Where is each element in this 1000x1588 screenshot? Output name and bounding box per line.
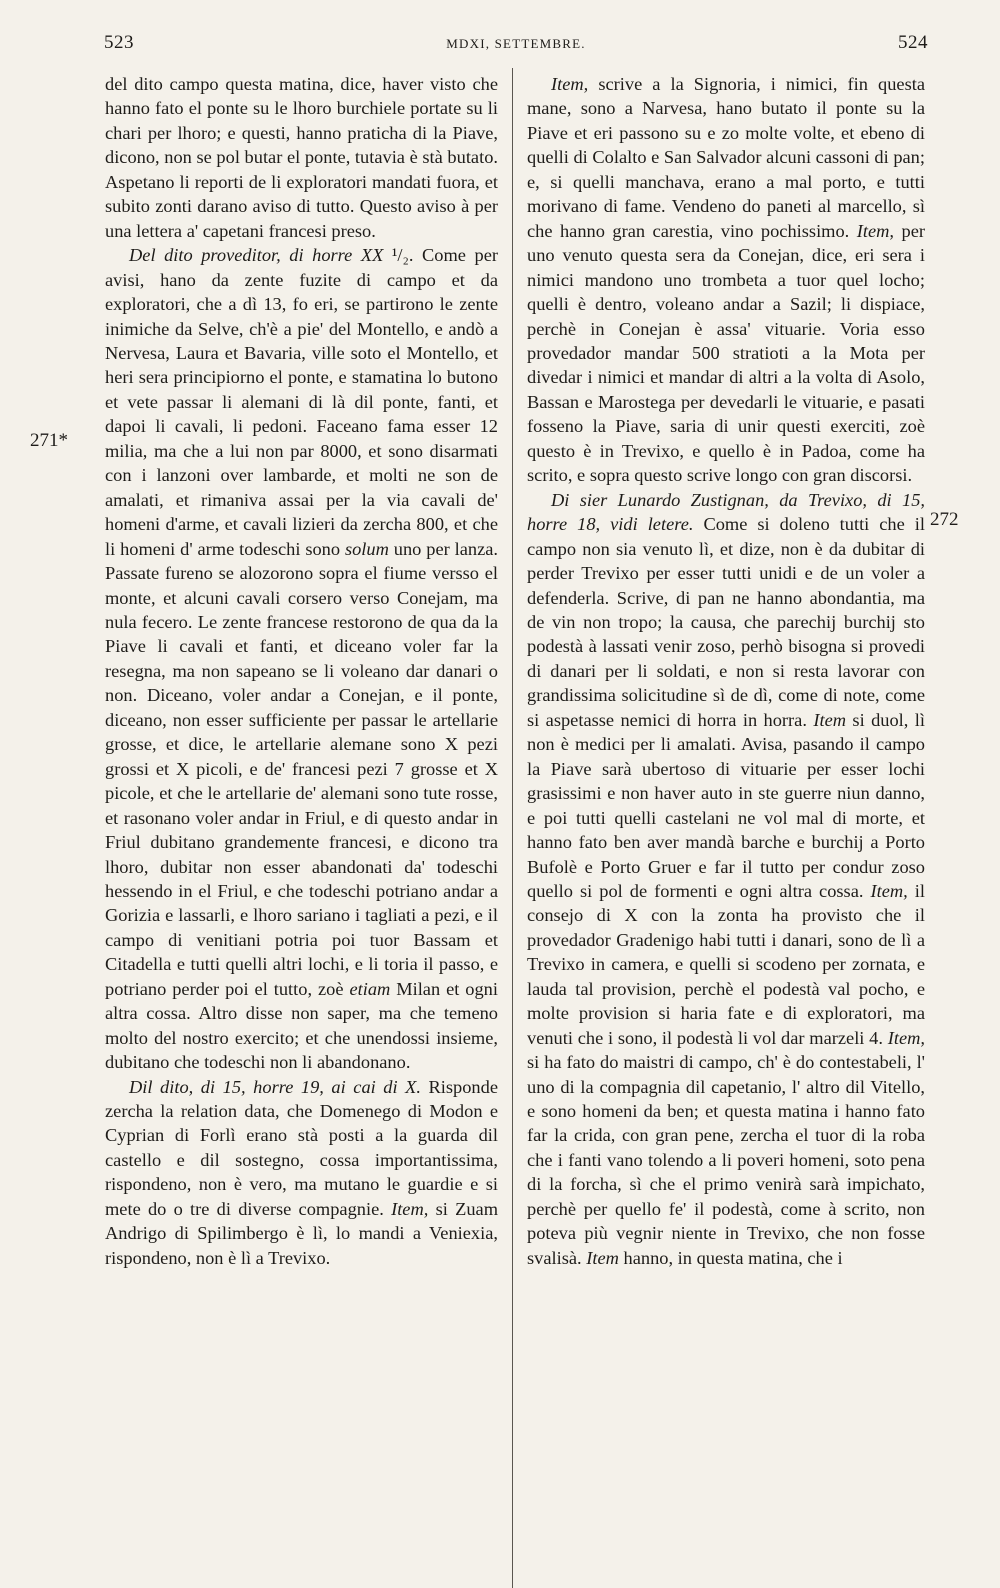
paragraph-text: hanno, in questa matina, che i	[618, 1247, 843, 1268]
italic-word: Item,	[856, 220, 895, 241]
italic-word: Item,	[887, 1027, 925, 1048]
paragraph-text: uno per lanza. Passate fureno se alozorono sopra el fiume versso el monte, et alcuni cavali corsero verso Conejam, ma nula fecero. Le zente francese restorono de qua da la Piave li cavali et fanti, et diceano voler far la resegna, ma non sapeano se li voleano dar danari o non. Diceano, voler andar a Conejan, e il ponte, diceano, non esser sufficiente per passar le artellarie grosse, et dice, le artellarie alemane sono X pezi grossi et X picoli, e de' francesi pezi 7 grosse et X picole, et che le artellarie de' alemani sono tute rosse, et rasonano voler andar in Friul, e di questo andar in Friul dubitano grandemente francesi, e dicono tra lhoro, dubitar non esser abandonati da' todeschi hessendo in el Friul, e che todeschi potriano andar a Gorizia e lassarli, e lhoro sariano i tagliati a pezi, e il campo di venitiani potria poi tuor Bassam et Citadella e tutti quelli altri lochi, e li toria il passo, e potriano perder poi el tutto, zoè	[105, 538, 498, 999]
page-header	[104, 32, 928, 62]
page-number-left: 523	[104, 32, 134, 53]
paragraph-text: per uno venuto questa sera da Conejan, dice, eri sera i nimici mandono uno trombeta a tuor quel locho; quelli è dentro, voleano andar a Sazil; li dispiace, perchè in Conejan è assa' vituarie. Voria esso provedador mandar 500 stratioti a la Mota per divedar i nimici et mandar di altri a la volta di Asolo, Bassan e Marostega per devedarli le vituarie, e pasati fosseno la Piave, saria di unir questi exerciti, zoè questo è in Trevixo, e quello è in Padoa, come ha scrito, e sopra questo scrive longo con gran discorsi.	[527, 220, 925, 486]
paragraph: del dito campo questa matina, dice, haver visto che hanno fato el ponte su le lhoro burchiele portate su li chari per lhoro; e questi, hanno praticha di la Piave, dicono, non se pol butar el ponte, tutavia è stà butato. Aspetano li reporti de li exploratori mandati fuora, et subito zonti darano aviso di tutto. Questo aviso à per una lettera a' capetani francesi preso.	[105, 74, 498, 241]
paragraph-text: scrive a la Signoria, i nimici, fin questa mane, sono a Narvesa, hano butato il ponte su la Piave et eri passono su e zo molte volte, et ebeno di quelli di Colalto e San Salvador alcuni cassoni di pan; e, si quelli manchava, erano a mal porto, e tutti morivano di fame. Vendeno do paneti al marcello, sì che hanno gran carestia, vino pochissimo.	[527, 74, 925, 241]
page-number-right: 524	[898, 32, 928, 53]
paragraph-text: . Come per avisi, hano da zente fuzite di campo et da exploratori, che a dì 13, fo eri, se partirono le zente inimiche da Selve, ch'è a pie' del Montello, e andò a Nervesa, Laura et Bavaria, ville soto el Montello, et heri sera principiorno el ponte, e stamatina lo butono et vete passar li alemani di là dil ponte, fanti, et dapoi li cavali, li pedoni. Faceano fama esser 12 milia, ma che a lui non par 8000, et sono disarmati con i lanzoni over lambarde, et molti ne son de amalati, et rimaniva assai per la via cavali de' homeni d'arme, et cavali lizieri da zercha 800, et che li homeni d' arme todeschi sono	[105, 245, 498, 559]
entry-heading: Di sier Lunardo Zustignan, da Trevixo, di 15, horre 18, vidi letere.	[527, 489, 925, 535]
italic-word: etiam	[349, 978, 391, 999]
paragraph-text: si duol, lì non è medici per li amalati. Avisa, pasando il campo la Piave sarà ubertoso di vituarie per esser lochi grasissimi e non haver auto in ste guerre niun danno, e poi tutti quelli castelani ne vol mal di morte, et hanno fato ben aver mandà barche e burchij a Porto Bufolè e Porto Gruer e far il tutto per condur zoso quello si pol de formenti e ogni altra cossa.	[527, 709, 926, 901]
italic-word: Item,	[391, 1198, 429, 1219]
entry-heading: Del dito proveditor, di horre XX	[129, 245, 392, 266]
paragraph-text: Come si doleno tutti che il campo non sia venuto lì, et dize, non è da dubitar di perder Trevixo per esser tutti unidi e de un voler a defenderla. Scrive, di pan ne hanno abondantia, ma de vin non tropo; la causa, che parechij burchij sto podestà à lassati venir zoso, perhò bisogna si provedi di danari per li soldati, e non si resta lavorar con grandissima solicitudine sì de dì, come di note, come si aspetasse nemici di horra in horra.	[527, 514, 925, 730]
italic-word: Item,	[870, 880, 908, 901]
italic-word: Item	[586, 1247, 619, 1268]
paragraph	[527, 488, 925, 1271]
entry-heading: Dil dito, di 15, horre 19, ai cai di X.	[129, 1076, 421, 1097]
left-column	[105, 72, 498, 1270]
paragraph-text: Milan et ogni altra cossa. Altro disse non saper, ma che temeno molto del nostro exercito; et che unendossi insieme, dubitano che todeschi non li abandonano.	[105, 978, 498, 1073]
fraction: ¹/₂	[391, 245, 409, 266]
paragraph	[527, 72, 925, 488]
paragraph	[105, 243, 498, 1074]
right-column	[527, 72, 925, 1270]
paragraph-text: Risponde zercha la relation data, che Domenego di Modon e Cyprian di Forlì erano stà posti a la guarda dil castello e dil sostegno, cossa importantissima, rispondeno, non è vero, ma mutano le guardie e si mete do o tre di diverse compagnie.	[105, 1076, 498, 1219]
column-divider	[512, 68, 513, 1588]
italic-word: Item	[813, 709, 847, 730]
italic-word: solum	[344, 538, 389, 559]
paragraph-text: si Zuam Andrigo di Spilimbergo è lì, lo mandi a Veniexia, rispondeno, non è lì a Trevixo.	[105, 1198, 498, 1268]
italic-word: Item,	[551, 74, 589, 94]
running-title: MDXI, SETTEMBRE.	[446, 36, 586, 51]
margin-number-right: 272	[930, 509, 959, 530]
paragraph-text: si ha fato do maistri di campo, ch' è do contestabeli, l' uno di la compagnia dil capetanio, l' altro dil Vitello, e sono homeni da ben; et questa matina i hanno fato far la crida, con gran pene, zercha el tuor di la roba che i fanti vano tolendo a li poveri homeni, soto pena di la forcha, sì che el primo venirà sarà impichato, perchè per quello fe' il podestà, come à scrito, non poteva più vegnir niente in Trevixo, che non fosse svalisà.	[527, 1052, 925, 1268]
paragraph-text: il consejo di X con la zonta ha provisto che il provedador Gradenigo habi tutti i danari, sono de lì a Trevixo in camera, e quelli si scodeno per zornata, e lauda tal provision, perchè el podestà val pocho, e molte provision si haria fate e di exploratori, ma venuti che i sono, il podestà li vol dar marzeli 4.	[527, 880, 925, 1048]
margin-number-left: 271*	[30, 430, 68, 451]
paragraph	[105, 1075, 498, 1271]
